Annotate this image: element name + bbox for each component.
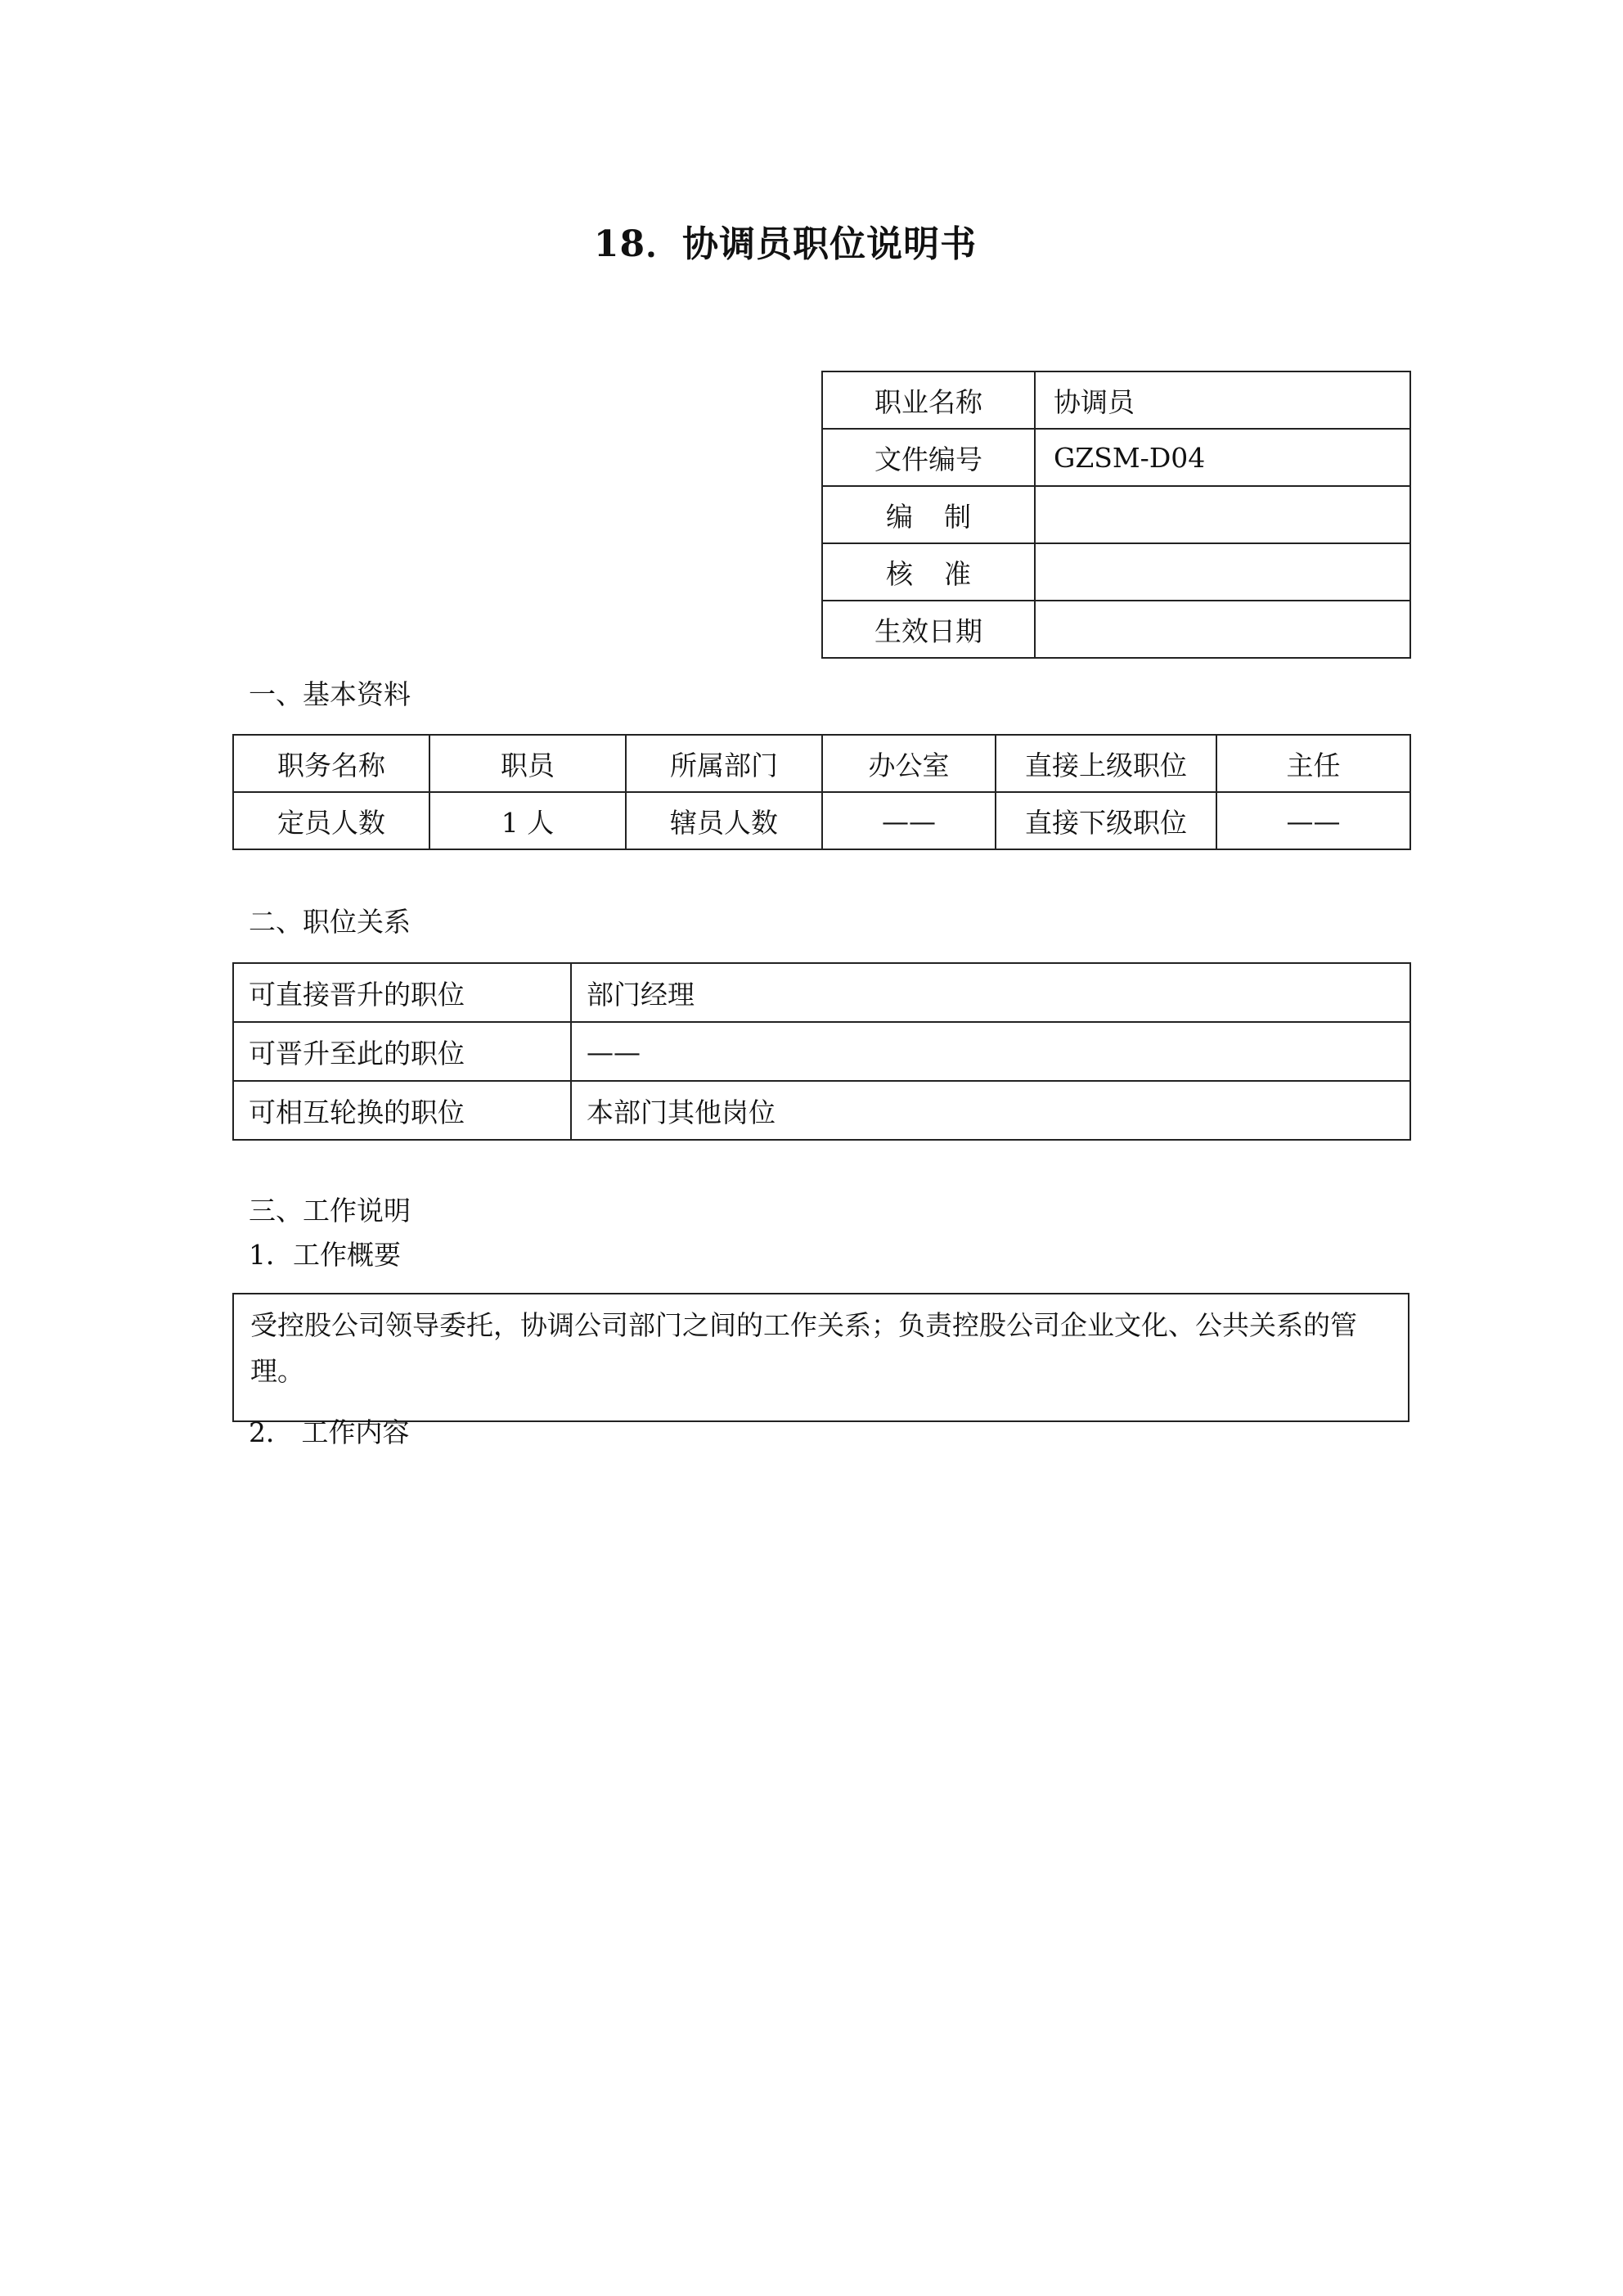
meta-value: 协调员 (1035, 371, 1410, 429)
table-cell: —— (822, 792, 996, 849)
table-cell: 所属部门 (626, 735, 822, 792)
relation-label: 可直接晋升的职位 (233, 963, 571, 1022)
table-row (233, 792, 1410, 849)
meta-value: GZSM-D04 (1035, 429, 1410, 486)
table-row (233, 963, 1410, 1022)
table-cell: 办公室 (822, 735, 996, 792)
meta-label: 文件编号 (822, 429, 1035, 486)
table-row (233, 1081, 1410, 1140)
position-relations-table (232, 962, 1411, 1141)
meta-row (822, 601, 1410, 658)
relation-value: —— (571, 1022, 1410, 1081)
document-title: 18．协调员职位说明书 (593, 223, 978, 265)
section-heading-work: 三、工作说明 (249, 1195, 411, 1227)
table-row (233, 1022, 1410, 1081)
meta-label: 核准 (822, 543, 1035, 601)
table-cell: 1 人 (429, 792, 626, 849)
meta-label: 职业名称 (822, 371, 1035, 429)
table-row (233, 735, 1410, 792)
relation-value: 部门经理 (571, 963, 1410, 1022)
subheading-work-summary: 1．工作概要 (249, 1239, 401, 1271)
table-cell: 辖员人数 (626, 792, 822, 849)
meta-label: 生效日期 (822, 601, 1035, 658)
relation-value: 本部门其他岗位 (571, 1081, 1410, 1140)
table-cell: 定员人数 (233, 792, 429, 849)
document-meta-table (821, 371, 1411, 659)
meta-value (1035, 486, 1410, 543)
section-heading-basic: 一、基本资料 (249, 678, 411, 710)
meta-value (1035, 601, 1410, 658)
meta-row (822, 543, 1410, 601)
meta-label: 编制 (822, 486, 1035, 543)
section-heading-relations: 二、职位关系 (249, 906, 411, 938)
basic-info-table (232, 734, 1411, 850)
table-cell: 直接上级职位 (996, 735, 1216, 792)
meta-row (822, 371, 1410, 429)
table-cell: 直接下级职位 (996, 792, 1216, 849)
work-summary-box: 受控股公司领导委托，协调公司部门之间的工作关系；负责控股公司企业文化、公共关系的管理。 (232, 1293, 1409, 1422)
meta-row (822, 486, 1410, 543)
meta-value (1035, 543, 1410, 601)
subheading-work-content: 2． 工作内容 (249, 1416, 410, 1448)
meta-row (822, 429, 1410, 486)
table-cell: 职员 (429, 735, 626, 792)
relation-label: 可相互轮换的职位 (233, 1081, 571, 1140)
table-cell: 主任 (1216, 735, 1410, 792)
table-cell: —— (1216, 792, 1410, 849)
table-cell: 职务名称 (233, 735, 429, 792)
relation-label: 可晋升至此的职位 (233, 1022, 571, 1081)
